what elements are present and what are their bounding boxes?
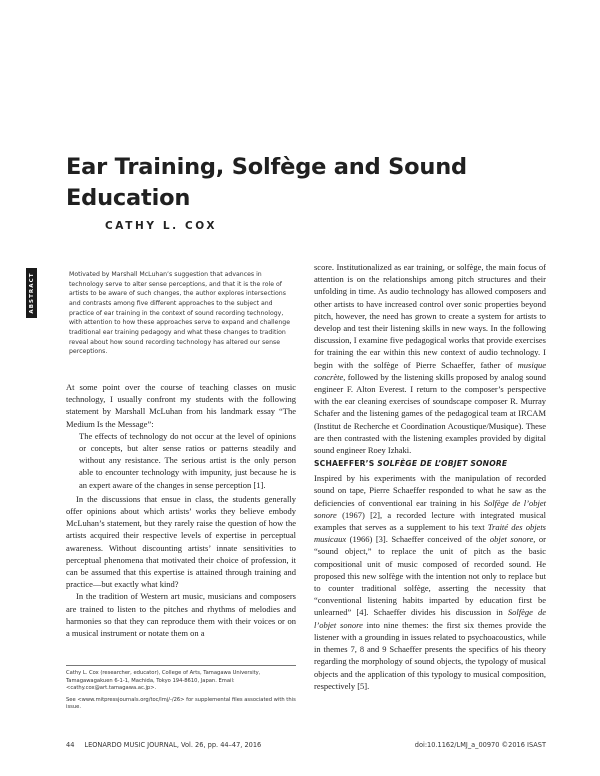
body-column-left — [66, 381, 296, 639]
journal-citation: LEONARDO MUSIC JOURNAL, Vol. 26, pp. 44–47, 2016 — [84, 741, 262, 749]
author-affiliation: Cathy L. Cox (researcher, educator), College of Arts, Tamagawa University, Tamagawagakuen 6-1-1, Machida, Tokyo 194-8610, Japan. Email: <cathy.cox@art.tamagawa.ac.jp>. — [66, 670, 261, 691]
abstract-label-tab — [26, 268, 37, 318]
supplement-note: See <www.mitpressjournals.org/toc/lmj/-/26> for supplemental files associated with this issue. — [66, 696, 296, 710]
paragraph-discussion: In the discussions that ensue in class, the students generally offer opinions about which artists’ works they believe embody McLuhan’s statement, but they rarely raise the question of how the artists acquired their respective levels of expertise in perceptual awareness. Without discounting artists’ innate sensitivities to perceptual phenomena that motivated their choice of profession, it can be assumed that this expertise is attained through training and practice—but exactly what kind? — [66, 493, 296, 590]
paragraph-intro: At some point over the course of teaching classes on music technology, I usually confront my students with the following statement by Marshall McLuhan from his landmark essay “The Medium Is the Message”: — [66, 382, 296, 429]
paragraph-tradition: In the tradition of Western art music, musicians and composers are trained to listen to the pitches and rhythms of melodies and harmonies so that they can reproduce them with their voices or on a musical instrument or notate them on a — [66, 591, 296, 639]
footnote-divider — [66, 665, 296, 666]
abstract-text: Motivated by Marshall McLuhan’s suggestion that advances in technology serve to alter sense perceptions, and that it is the role of artists to be aware of such changes, the author explores intersections and contrasts among five different approaches to the subject and practice of ear training in the context of sound recording technology, with attention to how these approaches serve to expand and challenge traditional ear training pedagogy and what these changes to tradition reveal about how sound recording technology has altered our sense perceptions. — [69, 271, 291, 356]
paragraph-score: score. Institutionalized as ear training, or solfège, the main focus of attention is on the relationships among pitch structures and their unfolding in time. As audio technology has allowed composers and other artists to have increased control over sonic properties beyond pitch, however, the need has grown to create a system for artists to develop and test their listening skills in new ways. In the following discussion, I examine five pedagogical works that provide exercises for training the ear within this new context of audio technology. I begin with the solfège of Pierre Schaeffer, father of musique concrète, followed by the listening skills proposed by analog sound engineer F. Alton Everest. I return to the composer’s perspective with the ear cleaning exercises of soundscape composer R. Murray Schafer and the listening games of the pedagogical team at IRCAM (Institut de Recherche et Coordination Acoustique/Musique). These are then contrasted with the listening examples provided by digital sound engineer Roey Izhaki. — [314, 262, 546, 456]
page-number: 44 — [66, 741, 75, 749]
section-heading: SCHAEFFER’S SOLFÈGE DE L’OBJET SONORE — [314, 459, 508, 469]
abstract-label: ABSTRACT — [28, 272, 35, 314]
footnote — [66, 670, 296, 712]
doi: doi:10.1162/LMJ_a_00970 ©2016 ISAST — [414, 741, 546, 749]
block-quote: The effects of technology do not occur at the level of opinions or concepts, but alter sense ratios or patterns steadily and without any resistance. The serious artist is the only person able to encounter technology with impunity, just because he is an expert aware of the changes in sense perception [1]. — [79, 430, 296, 490]
article-title: Ear Training, Solfège and Sound Education — [66, 154, 467, 211]
page-footer-left — [66, 741, 261, 749]
body-column-right — [314, 261, 546, 692]
paragraph-schaeffer: Inspired by his experiments with the manipulation of recorded sound on tape, Pierre Schaeffer responded to what he saw as the deficiencies of conventional ear training in his Solfège de l’objet sonore (1967) [2], a recorded lecture with integrated musical examples that serves as a supplement to his text Traité des objets musicaux (1966) [3]. Schaeffer conceived of the objet sonore, or “sound object,” to replace the unit of pitch as the basic compositional unit of music composed of recorded sound. He proposed this new solfège with the intention not only to replace but to counter traditional solfège, asserting the necessity that “conventional listening habits imparted by education first be unlearned” [4]. Schaeffer divides his discussion in Solfège de l’objet sonore into nine themes: the first six themes provide the listener with a grounding in issues related to psychoacoustics, while in themes 7, 8 and 9 Schaeffer presents the specifics of his theory regarding the morphology of sound objects, the typology of musical objects and the application of this typology to musical composition, respectively [5]. — [314, 473, 546, 691]
author-name: CATHY L. COX — [105, 220, 218, 232]
